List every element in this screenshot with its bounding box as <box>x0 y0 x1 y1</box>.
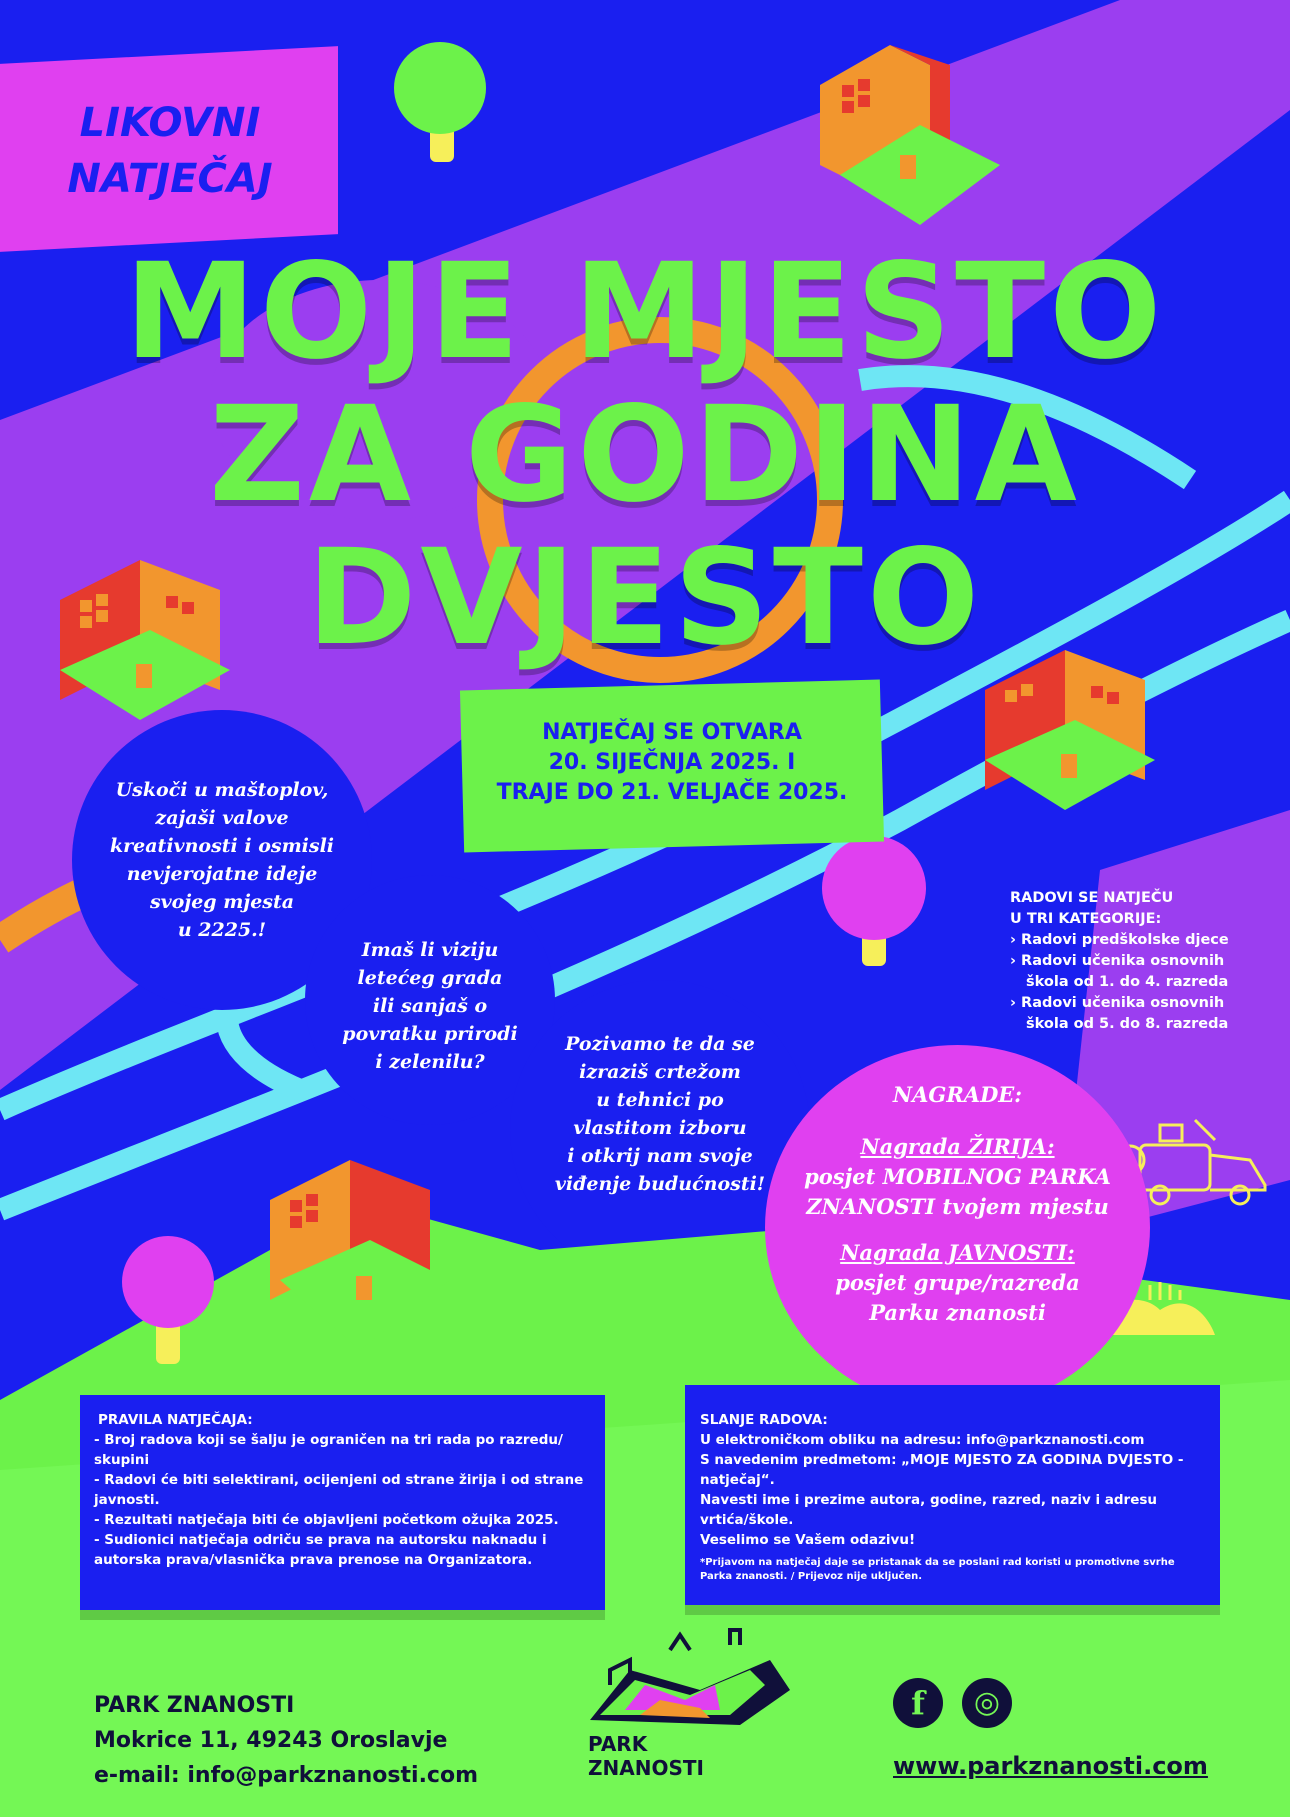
submission-heading: SLANJE RADOVA: <box>700 1412 828 1428</box>
categories-list <box>1010 930 1270 1035</box>
bubble-center-line: izraziš crtežom <box>579 1061 741 1083</box>
tag-line-2: NATJEČAJ <box>67 156 273 202</box>
categories-block <box>1010 888 1270 1035</box>
footer-logo-label <box>588 1732 704 1780</box>
public-prize-title: Nagrada JAVNOSTI: <box>840 1240 1075 1265</box>
bubble-left-line: svojeg mjesta <box>149 891 295 913</box>
submission-line-1: U elektroničkom obliku na adresu: info@parkznanosti.com <box>700 1432 1145 1448</box>
submission-text <box>700 1410 1205 1584</box>
submission-line-4: Veselimo se Vašem odazivu! <box>700 1532 916 1548</box>
public-prize-line-1: posjet grupe/razreda <box>835 1270 1080 1295</box>
bubble-center-text <box>520 1030 800 1198</box>
bubble-middle-line: Imaš li viziju <box>361 939 499 961</box>
bubble-center-line: viđenje budućnosti! <box>554 1173 766 1195</box>
tag-text <box>30 95 310 207</box>
date-line-1: NATJEČAJ SE OTVARA <box>542 720 802 745</box>
logo-line-1: PARK <box>588 1732 648 1756</box>
facebook-glyph: f <box>911 1684 925 1722</box>
rules-text <box>94 1410 594 1570</box>
rules-item: - Broj radova koji se šalju je ograničen na tri rada po razredu/ skupini <box>94 1432 563 1468</box>
jury-prize-title: Nagrada ŽIRIJA: <box>860 1134 1055 1159</box>
categories-heading-1: RADOVI SE NATJEČU <box>1010 890 1174 906</box>
title-line-1: MOJE MJESTO <box>124 235 1166 389</box>
jury-prize-line-1: posjet MOBILNOG PARKA <box>804 1164 1111 1189</box>
category-item: › Radovi učenika osnovnih škola od 5. do 8. razreda <box>1010 995 1229 1032</box>
categories-heading-2: U TRI KATEGORIJE: <box>1010 911 1162 927</box>
tag-line-1: LIKOVNI <box>79 100 261 146</box>
logo-line-2: ZNANOSTI <box>588 1756 704 1780</box>
bubble-middle-line: ili sanjaš o <box>372 995 488 1017</box>
bubble-center-line: vlastitom izboru <box>573 1117 747 1139</box>
date-text <box>462 718 882 808</box>
footer-contact <box>94 1688 478 1793</box>
date-line-2: 20. SIJEČNJA 2025. I <box>548 750 796 775</box>
footer-org: PARK ZNANOSTI <box>94 1693 295 1718</box>
bubble-middle-text <box>320 936 540 1076</box>
rules-item: - Sudionici natječaja odriču se prava na autorsku naknadu i autorska prava/vlasnička prava prenose na Organizatora. <box>94 1532 547 1568</box>
category-item: › Radovi učenika osnovnih škola od 1. do 4. razreda <box>1010 953 1229 990</box>
bubble-left-text <box>82 776 362 944</box>
footer-address: Mokrice 11, 49243 Oroslavje <box>94 1728 448 1753</box>
submission-line-2: S navedenim predmetom: „MOJE MJESTO ZA GODINA DVJESTO - natječaj“. <box>700 1452 1184 1488</box>
rules-item: - Rezultati natječaja biti će objavljeni početkom ožujka 2025. <box>94 1512 559 1528</box>
submission-note: *Prijavom na natječaj daje se pristanak da se poslani rad koristi u promotivne svrhe Parka znanosti. / Prijevoz nije uključen. <box>700 1557 1175 1582</box>
submission-line-3: Navesti ime i prezime autora, godine, razred, naziv i adresu vrtića/škole. <box>700 1492 1158 1528</box>
rules-heading: PRAVILA NATJEČAJA: <box>98 1412 253 1428</box>
bubble-middle-line: letećeg grada <box>357 967 503 989</box>
jury-prize-line-2: ZNANOSTI tvojem mjestu <box>806 1194 1109 1219</box>
bubble-left-line: nevjerojatne ideje <box>126 863 318 885</box>
title-line-3: DVJESTO <box>306 521 984 675</box>
bubble-center-line: u tehnici po <box>596 1089 724 1111</box>
category-item: › Radovi predškolske djece <box>1010 932 1229 948</box>
prizes-heading: NAGRADE: <box>892 1082 1023 1107</box>
bubble-left-line: zajaši valove <box>155 807 289 829</box>
bubble-left-line: Uskoči u maštoplov, <box>115 779 329 801</box>
instagram-icon[interactable] <box>962 1678 1012 1728</box>
facebook-icon[interactable] <box>893 1678 943 1728</box>
bubble-middle-line: i zelenilu? <box>375 1051 485 1073</box>
bubble-center-line: Pozivamo te da se <box>565 1033 755 1055</box>
public-prize-line-2: Parku znanosti <box>869 1300 1046 1325</box>
date-line-3: TRAJE DO 21. VELJAČE 2025. <box>496 780 848 805</box>
website-link[interactable]: www.parkznanosti.com <box>893 1752 1208 1780</box>
instagram-glyph: ◎ <box>973 1685 1001 1720</box>
title-line-2: ZA GODINA <box>209 378 1081 532</box>
bubble-left-line: kreativnosti i osmisli <box>109 835 335 857</box>
rules-item: - Radovi će biti selektirani, ocijenjeni od strane žirija i od strane javnosti. <box>94 1472 584 1508</box>
bubble-left-line: u 2225.! <box>177 919 267 941</box>
bubble-center-line: i otkrij nam svoje <box>567 1145 753 1167</box>
prizes-block <box>780 1080 1135 1328</box>
bubble-middle-line: povratku prirodi <box>342 1023 518 1045</box>
footer-email[interactable]: e-mail: info@parkznanosti.com <box>94 1763 479 1788</box>
